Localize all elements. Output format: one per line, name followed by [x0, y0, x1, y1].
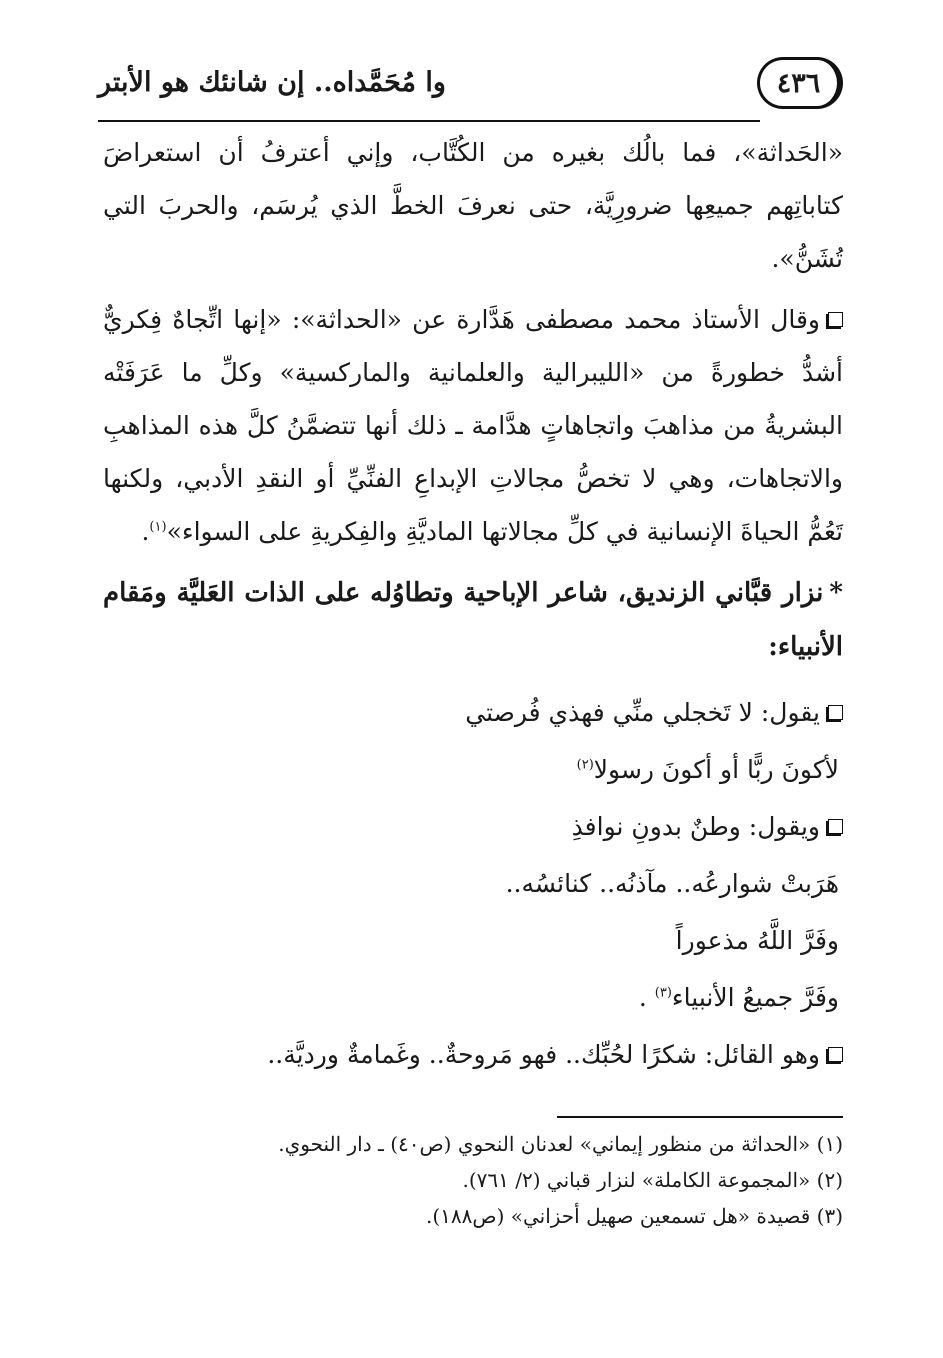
poem-2-line-1 [103, 798, 843, 855]
section-heading [103, 566, 843, 674]
footnote-1: (١) «الحداثة من منظور إيماني» لعدنان النحوي (ص٤٠) ـ دار النحوي. [278, 1132, 843, 1156]
poem-2-line-1-text: ويقول: وطنٌ بدونِ نوافذِ [571, 812, 820, 841]
footnote-ref-2: (٢) [576, 757, 594, 773]
footnote-3: (٣) قصيدة «هل تسمعين صهيل أحزاني» (ص١٨٨). [426, 1204, 843, 1228]
poem-2-line-3 [103, 912, 843, 969]
paragraph-2-text: وقال الأستاذ محمد مصطفى هَدَّارة عن «الحداثة»: «إنها اتِّجاهٌ فِكريٌّ أشدُّ خطورةً من «الليبرالية والعلمانية والماركسية» وكلِّ ما عَرَفَتْه البشريةُ من مذاهبَ واتجاهاتٍ هدَّامة ـ ذلك أنها تتضمَّنُ كلَّ هذه المذاهبِ والاتجاهات، وهي لا تخصُّ مجالاتِ الإبداعِ الفنِّيِّ أو النقدِ الأدبي، ولكنها تَعُمُّ الحياةَ الإنسانية في كلِّ مجالاتها الماديَّةِ والفِكريةِ على السواء» [103, 305, 843, 546]
footnote-ref-1: (١) [149, 519, 167, 535]
square-bullet-icon [828, 705, 843, 720]
footnote-ref-3: (٣) [654, 985, 672, 1001]
footnote-rule [557, 1116, 843, 1118]
footnote-2: (٢) «المجموعة الكاملة» لنزار قباني (٢/ ٧٦١). [462, 1168, 843, 1192]
paragraph-1 [103, 126, 843, 285]
poem-quotes [103, 684, 843, 1083]
poem-2-line-3-text: وفَرَّ اللَّهُ مذعوراً [675, 926, 839, 955]
square-bullet-icon [828, 1047, 843, 1062]
paragraph-1-text: «الحَداثة»، فما بالُك بغيره من الكُتَّاب، وإني أعترفُ أن استعراضَ كتاباتِهم جميعِها ضرورِيَّة، حتى نعرفَ الخطَّ الذي يُرسَم، والحربَ التي تُشَنُّ». [103, 138, 843, 273]
poem-3-line-1 [103, 1026, 843, 1083]
poem-2-line-4 [103, 969, 843, 1026]
poem-2-line-2-text: هَرَبتْ شوارعُه.. مآذنُه.. كنائسُه.. [505, 869, 839, 898]
poem-2-end: . [638, 983, 647, 1012]
main-text [103, 126, 843, 1083]
paragraph-2-end: . [141, 517, 150, 546]
header-rule [98, 120, 760, 122]
poem-1-line-1-text: يقول: لا تَخجلي منِّي فهذي فُرصتي [465, 698, 820, 727]
page-number: ٤٣٦ [776, 67, 821, 99]
asterisk-icon: * [829, 578, 843, 608]
page-number-badge [757, 57, 843, 109]
paragraph-2 [103, 293, 843, 558]
section-heading-text: نزار قبَّاني الزنديق، شاعر الإباحية وتطاوُله على الذات العَليَّة ومَقام الأنبياء: [103, 578, 843, 662]
footnotes [103, 1126, 843, 1234]
poem-3-line-1-text: وهو القائل: شكرًا لحُبِّك.. فهو مَروحةٌ.. وغَمامةٌ ورديَّة.. [267, 1040, 820, 1069]
square-bullet-icon [828, 819, 843, 834]
running-title: وا مُحَمَّداه.. إن شانئك هو الأبتر [98, 67, 446, 98]
poem-2-line-2 [103, 855, 843, 912]
square-bullet-icon [828, 312, 843, 327]
poem-1-line-1 [103, 684, 843, 741]
page-header [98, 55, 843, 117]
poem-1-line-2 [103, 741, 843, 798]
poem-2-line-4-text: وفَرَّ جميعُ الأنبياء [671, 983, 839, 1012]
poem-1-line-2-text: لأكونَ ربًّا أو أكونَ رسولا [593, 755, 839, 784]
